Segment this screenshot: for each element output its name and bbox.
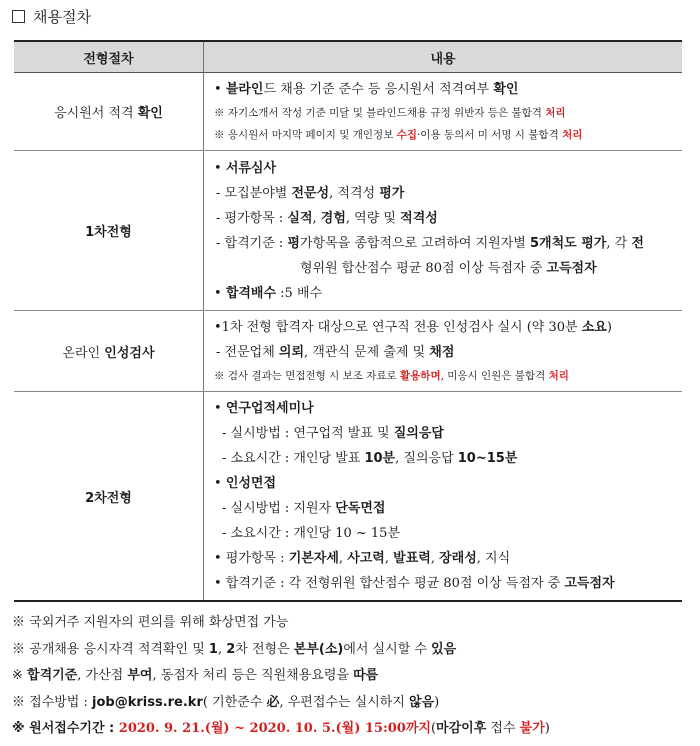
- text-run: 단독면접: [335, 501, 386, 516]
- text-run: 본부(소): [293, 641, 344, 657]
- text-run: 2020. 9. 21.(월) ~ 2020. 10. 5.(월) 15:00까지: [118, 721, 431, 736]
- text-run: , 객관식 문제 출제 및: [304, 345, 430, 360]
- text-run: ,: [384, 551, 394, 566]
- text-run: 전문성: [291, 185, 330, 201]
- content-line: [214, 102, 678, 124]
- text-run: ※ 응시원서 마지막 페이지 및 개인정보: [214, 129, 397, 141]
- content-cell: [204, 151, 683, 311]
- table-row: [14, 151, 682, 311]
- text-run: 질의응답: [393, 426, 444, 441]
- text-run: 가항목을 종합적으로 고려하여 지원자별: [299, 235, 530, 251]
- text-run: - 소요시간 : 개인당 10 ~ 15분: [222, 526, 401, 541]
- stage-cell: 온라인 인성검사: [14, 311, 204, 392]
- recruitment-procedure-table: [14, 40, 682, 602]
- text-run: 형위원 합산점수 평균 80점 이상 득점자 중: [300, 260, 547, 276]
- note-line: [12, 610, 550, 637]
- header-stage: 전형절차: [14, 41, 204, 73]
- text-run: 마감이후: [436, 721, 487, 736]
- text-run: ,: [430, 551, 440, 566]
- text-run: 고득점자: [546, 260, 597, 276]
- content-line: [214, 281, 678, 306]
- content-line: [214, 571, 678, 596]
- text-run: ,: [338, 551, 348, 566]
- content-line: [214, 256, 678, 281]
- content-line: [214, 421, 678, 446]
- text-run: , 역량 및: [345, 210, 401, 226]
- note-line: [12, 637, 550, 664]
- text-run: 연구업적세미나: [225, 401, 314, 416]
- text-run: •1차 전형 합격자 대상으로 연구직 전용 인성검사 실시 (약 30분: [214, 320, 582, 335]
- note-line: [12, 690, 550, 717]
- table-row: [14, 73, 682, 151]
- text-run: 처리: [545, 107, 566, 119]
- text-run: 인성면접: [225, 476, 277, 491]
- content-line: [214, 496, 678, 521]
- text-run: 수집: [396, 129, 417, 141]
- text-run: • 합격기준 : 각 전형위원 합산점수 평균 80점 이상 득점자 중: [214, 576, 565, 591]
- text-run: - 실시방법 : 연구업적 발표 및: [222, 426, 394, 441]
- text-run: 10분: [364, 451, 396, 466]
- content-line: [214, 546, 678, 571]
- text-run: 전: [631, 235, 644, 251]
- stage-cell: 응시원서 적격 확인: [14, 73, 204, 151]
- checkbox-square-icon: [12, 10, 25, 23]
- text-run: 확인: [493, 82, 519, 97]
- content-line: [214, 521, 678, 546]
- text-run: 5개척도 평가: [529, 235, 607, 251]
- text-run: 사고력: [347, 551, 385, 566]
- text-run: - 실시방법 : 지원자: [222, 501, 336, 516]
- text-run: 채점: [429, 345, 455, 360]
- text-run: , 우편접수는 실시하지: [279, 694, 410, 710]
- content-line: [214, 206, 678, 231]
- text-run: 장래성: [439, 551, 477, 566]
- text-run: :5 배수: [276, 285, 323, 301]
- content-line: [214, 365, 678, 387]
- content-line: [214, 446, 678, 471]
- text-run: (: [430, 721, 437, 736]
- notes-list: [12, 610, 550, 743]
- text-run: 원서접수기간 :: [29, 721, 119, 736]
- text-run: 실적: [287, 210, 313, 226]
- content-line: [214, 471, 678, 496]
- text-run: ※ 공개채용 응시자격 적격확인 및: [12, 641, 209, 657]
- content-cell: [204, 73, 683, 151]
- note-line: [12, 716, 550, 743]
- content-line: [214, 231, 678, 256]
- text-run: 있음: [431, 641, 457, 657]
- stage-cell: 1차전형: [14, 151, 204, 311]
- text-run: 않음: [409, 694, 435, 710]
- text-run: ※: [12, 721, 30, 736]
- content-line: [214, 181, 678, 206]
- section-title-text: 채용절차: [33, 8, 91, 26]
- text-run: 블라인: [225, 82, 264, 97]
- text-run: - 합격기준 :: [216, 235, 288, 251]
- text-run: ※ 검사 결과는 면접전형 시 보조 자료로: [214, 370, 401, 382]
- text-run: •: [214, 401, 226, 416]
- text-run: ※ 국외거주 지원자의 편의를 위해 화상면접 가능: [12, 615, 289, 630]
- text-run: 평가: [379, 185, 405, 201]
- text-run: •: [214, 160, 226, 176]
- note-line: [12, 663, 550, 690]
- text-run: 드 채용 기준 준수 등 응시원서 적격여부: [263, 82, 494, 97]
- text-run: 소요: [581, 320, 607, 335]
- text-run: ): [544, 721, 550, 736]
- text-run: 합격배수: [225, 285, 277, 301]
- text-run: 적격성: [400, 210, 438, 226]
- text-run: ·이용 동의서 미 서명 시 불합격: [416, 129, 563, 141]
- text-run: - 소요시간 : 개인당 발표: [222, 451, 365, 466]
- stage-cell: 2차전형: [14, 392, 204, 602]
- text-run: • 평가항목 :: [214, 551, 289, 566]
- text-run: - 전문업체: [216, 345, 279, 360]
- text-run: ): [606, 320, 612, 335]
- content-line: [214, 156, 678, 181]
- header-content: 내용: [204, 41, 683, 73]
- text-run: 따름: [353, 668, 379, 683]
- text-run: ( 기한준수: [202, 694, 267, 710]
- text-run: 발표력: [393, 551, 431, 566]
- content-line: [214, 315, 678, 340]
- content-line: [214, 340, 678, 365]
- text-run: 2: [226, 641, 236, 657]
- text-run: •: [214, 476, 226, 491]
- text-run: , 지식: [476, 551, 511, 566]
- text-run: 必: [266, 694, 280, 710]
- text-run: , 각: [606, 235, 632, 251]
- text-run: 의뢰: [278, 345, 305, 360]
- text-run: 1: [208, 641, 218, 657]
- content-cell: [204, 311, 683, 392]
- text-run: 10~15분: [457, 451, 518, 466]
- text-run: 평: [287, 235, 300, 251]
- text-run: 처리: [562, 129, 583, 141]
- text-run: , 동점자 처리 등은 직원채용요령을: [152, 668, 354, 683]
- text-run: 고득점자: [564, 576, 615, 591]
- text-run: 합격기준: [27, 668, 78, 683]
- content-line: [214, 124, 678, 146]
- text-run: ,: [312, 210, 321, 226]
- text-run: 서류심사: [225, 160, 277, 176]
- table-row: [14, 392, 682, 602]
- text-run: 기본자세: [288, 551, 339, 566]
- text-run: 접수: [486, 721, 520, 736]
- text-run: ※ 접수방법 :: [12, 694, 93, 710]
- text-run: ,: [217, 641, 227, 657]
- text-run: 활용하며: [400, 370, 441, 382]
- content-cell: [204, 392, 683, 602]
- text-run: •: [214, 82, 226, 97]
- content-line: [214, 77, 678, 102]
- text-run: 부여: [127, 668, 153, 683]
- text-run: job@kriss.re.kr: [92, 694, 203, 710]
- text-run: ※ 자기소개서 작성 기준 미달 및 블라인드채용 규정 위반자 등은 불합격: [214, 107, 546, 119]
- text-run: ): [434, 694, 440, 710]
- text-run: 처리: [548, 370, 569, 382]
- text-run: - 평가항목 :: [216, 210, 288, 226]
- text-run: •: [214, 285, 226, 301]
- text-run: , 적격성: [329, 185, 380, 201]
- section-title: [12, 6, 91, 27]
- text-run: - 모집분야별: [216, 185, 292, 201]
- content-line: [214, 396, 678, 421]
- table-header-row: [14, 41, 682, 73]
- text-run: 차 전형은: [235, 641, 294, 657]
- text-run: , 미응시 인원은 불합격: [440, 370, 549, 382]
- text-run: 경험: [320, 210, 346, 226]
- text-run: ※: [12, 668, 28, 683]
- text-run: 에서 실시할 수: [343, 641, 432, 657]
- text-run: , 질의응답: [395, 451, 458, 466]
- text-run: 불가: [519, 721, 545, 736]
- table-row: [14, 311, 682, 392]
- text-run: , 가산점: [77, 668, 128, 683]
